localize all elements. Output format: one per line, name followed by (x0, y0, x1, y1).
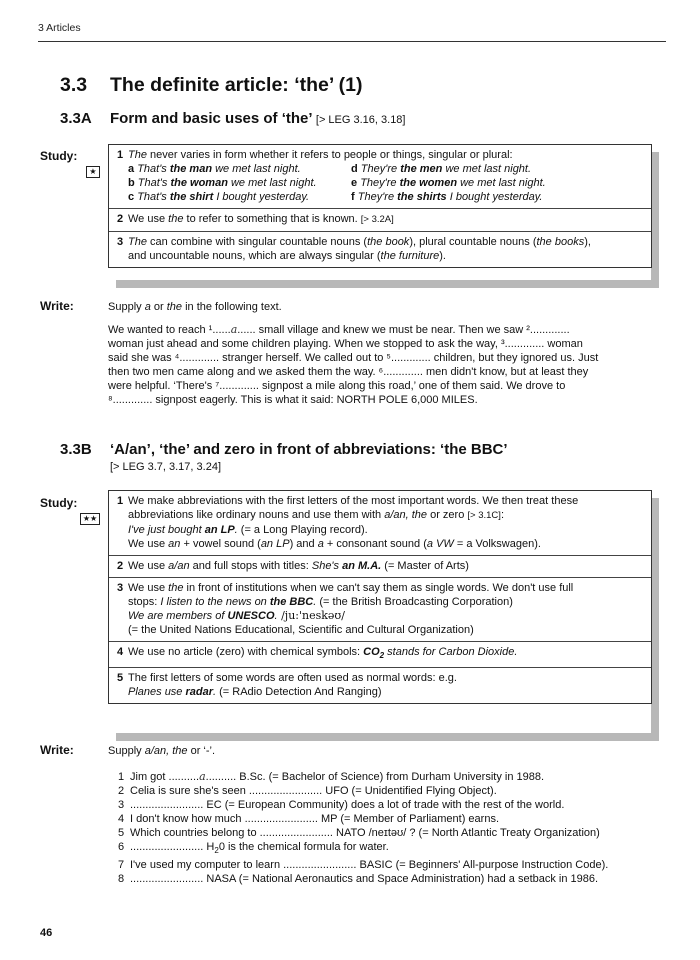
exercise-item: 3 ........................ EC (= European Community) does a lot of trade with the rest of the world. (118, 799, 565, 811)
handwritten-answer: a (230, 323, 238, 336)
section-number: 3.3 (60, 74, 88, 96)
exercise-a-instruction: Supply a or the in the following text. (108, 301, 282, 313)
rule-number: 3 (117, 582, 124, 594)
section-title (60, 74, 362, 97)
box-shadow-bottom (116, 280, 659, 288)
header-rule (38, 41, 666, 42)
write-label-b: Write: (40, 743, 74, 757)
difficulty-star-icon: ★ (86, 166, 100, 178)
exercise-item: 5 Which countries belong to ........................ NATO /neɪtəʊ/ ? (= North Atlantic Treaty Organization) (118, 827, 600, 839)
rule-number: 5 (117, 672, 124, 685)
rule-number: 1 (117, 495, 124, 507)
rule-b2: 2 We use a/an and full stops with titles: She's an M.A. (= Master of Arts) (109, 556, 651, 578)
rule-b4: 4 We use no article (zero) with chemical symbols: $CO_2$ stands for Carbon Dioxide. (109, 642, 651, 668)
running-head: 3 Articles (38, 22, 81, 34)
example-f: f They're the shirts I bought yesterday. (351, 191, 543, 203)
page-number: 46 (40, 927, 53, 939)
write-label-a: Write: (40, 299, 74, 313)
study-label-a: Study: (40, 149, 78, 163)
rule-number: 1 (117, 149, 124, 161)
cross-ref: [> 3.2A] (360, 214, 394, 225)
rule-number: 4 (117, 646, 124, 658)
box-shadow-right (651, 498, 659, 741)
cross-ref: [> 3.1C] (467, 510, 501, 521)
rule-number: 3 (117, 236, 124, 248)
phonetic-transcription: /ju:'neskəʊ/ (277, 609, 345, 622)
subsection-a-number: 3.3A (60, 110, 92, 127)
section-title-text: The definite article: ‘the’ (1) (110, 74, 363, 96)
exercise-a-text: We wanted to reach ¹......a...... small village and knew we must be near. Then we saw ²............. woman just ahead and some children playing. When we stopped to ask the way, ³............. woman said she was ⁴............. stranger herself. We called out to ⁵............. children, but they ignored us. Just then two men came along and we asked them the way. ⁶............. men didn't know, but at least they were helpful. ‘There's ⁷............. signpost a mile along this road,’ one of them said. We drove to ⁸............. signpost eagerly. This is what it said: NORTH POLE 6,000 MILES. (108, 323, 656, 407)
study-box-a (108, 144, 652, 268)
subsection-b-ref: [> LEG 3.7, 3.17, 3.24] (110, 461, 221, 473)
rule-a3: 3 The can combine with singular countable nouns (the book), plural countable nouns (the books), and uncountable nouns, which are always singular (the furniture). (117, 236, 591, 262)
subsection-a-title: Form and basic uses of ‘the’ (110, 110, 312, 127)
exercise-item: 4 I don't know how much ........................ MP (= Member of Parliament) earns. (118, 813, 500, 825)
example-grid (117, 162, 643, 204)
example-b: b That's the woman we met last night. (128, 177, 317, 189)
rule-a1 (109, 145, 651, 209)
study-label-b: Study: (40, 496, 78, 510)
exercise-line: woman just ahead and some children playing. When we stopped to ask the way, ³............. woman (108, 338, 583, 350)
study-box-b (108, 490, 652, 704)
exercise-item: 7 I've used my computer to learn ........................ BASIC (= Beginners' All-purpose Instruction Code). (118, 859, 609, 872)
exercise-item: 6 ........................ $H_20$ is the chemical formula for water. (118, 841, 389, 856)
exercise-item: 2 Celia is sure she's seen ........................ UFO (= Unidentified Flying Object). (118, 785, 497, 797)
exercise-b-instruction: Supply a/an, the or ‘-’. (108, 745, 216, 757)
example-e: e They're the women we met last night. (351, 177, 546, 189)
box-shadow-right (651, 152, 659, 286)
rule-b5: 5 The first letters of some words are often used as normal words: e.g. Planes use radar. (= RAdio Detection And Ranging) (117, 672, 457, 699)
rule-text: The (128, 149, 147, 161)
rule-b1: 1 We make abbreviations with the first letters of the most important words. We then treat these abbreviations like ordinary nouns and use them with a/an, the or zero [> 3.1C]: I've just bought an LP. (= a Long Playing record). We use an + vowel sound (an LP) and a + consonant sound (a VW = a Volkswagen). (109, 491, 651, 556)
example-d: d They're the men we met last night. (351, 163, 532, 175)
rule-number: 2 (117, 560, 124, 572)
subsection-a-ref: [> LEG 3.16, 3.18] (315, 114, 406, 126)
rule-text: (= the United Nations Educational, Scientific and Cultural Organization) (128, 624, 474, 636)
box-shadow-bottom (116, 733, 659, 741)
example-c: c That's the shirt I bought yesterday. (128, 191, 310, 203)
exercise-line: We wanted to reach ¹...... (108, 324, 231, 336)
exercise-item: 8 ........................ NASA (= National Aeronautics and Space Administration) had a setback in 1986. (118, 873, 599, 886)
exercise-item: 1 Jim got ..........a.......... B.Sc. (= Bachelor of Science) from Durham University in 1988. (118, 770, 545, 783)
difficulty-stars-icon: ★★ (80, 513, 100, 525)
exercise-line: then two men came along and we asked them the way. ⁶............. men didn't know, but at least they (108, 366, 589, 378)
subsection-b-number: 3.3B (60, 441, 92, 458)
subsection-b-heading (60, 441, 508, 458)
rule-b3: 3 We use the in front of institutions when we can't say them as single words. We don't use full stops: I listen to the news on the BBC. (= the British Broadcasting Corporation) We are members of UNESCO. /ju:'neskəʊ/ (= the United Nations Educational, Scientific and Cultural Organization) (109, 578, 651, 642)
handwritten-answer: a (199, 770, 206, 783)
exercise-line: were helpful. ‘There's ⁷............. signpost a mile along this road,’ one of them said. We drove to (108, 380, 566, 392)
rule-a2: 2 We use the to refer to something that is known. [> 3.2A] (109, 209, 651, 232)
exercise-b-list (118, 770, 658, 886)
rule-number: 2 (117, 213, 124, 225)
rule-text: never varies in form whether it refers to people or things, singular or plural: (146, 149, 513, 161)
subsection-a-heading (60, 110, 405, 127)
exercise-line: said she was ⁴............. stranger herself. We called out to ⁵............. children, but they ignored us. Just (108, 352, 599, 364)
subsection-b-title: ‘A/an’, ‘the’ and zero in front of abbreviations: ‘the BBC’ (110, 441, 508, 458)
example-a: a That's the man we met last night. (128, 163, 301, 175)
exercise-line: ⁸............. signpost eagerly. This is what it said: NORTH POLE 6,000 MILES. (108, 394, 478, 406)
